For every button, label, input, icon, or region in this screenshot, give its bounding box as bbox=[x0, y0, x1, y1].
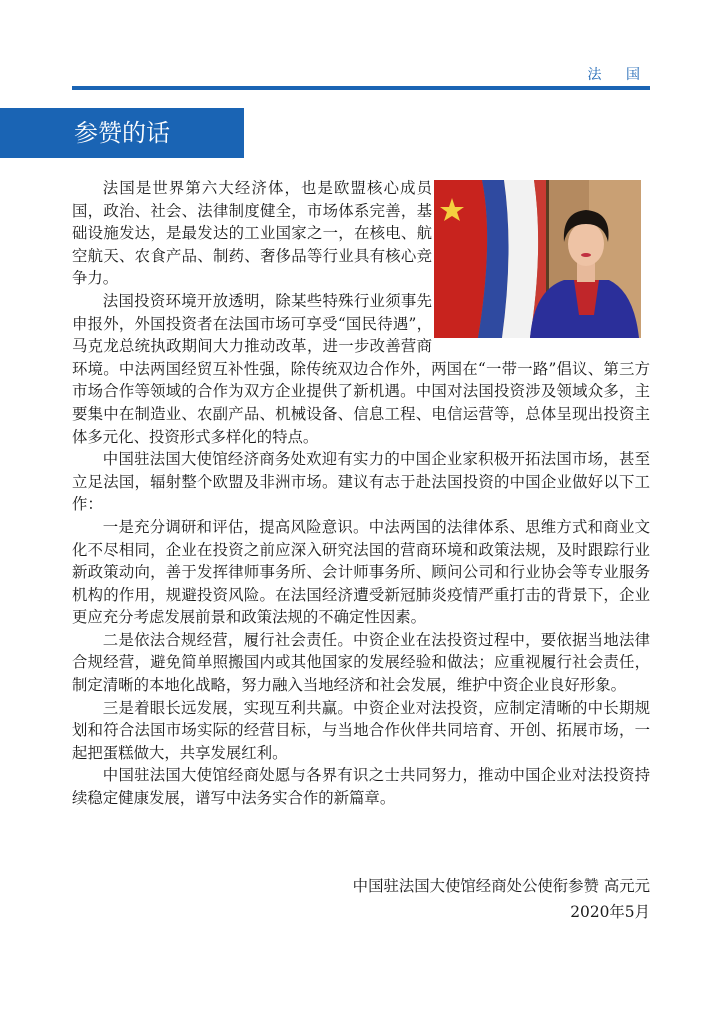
header-rule bbox=[72, 86, 650, 90]
paragraph: 中国驻法国大使馆经济商务处欢迎有实力的中国企业家积极开拓法国市场，甚至立足法国，辐射整个欧盟及非洲市场。建议有志于赴法国投资的中国企业做好以下工作： bbox=[72, 450, 650, 514]
paragraph: 中国驻法国大使馆经商处愿与各界有识之士共同努力，推动中国企业对法投资持续稳定健康发展，谱写中法务实合作的新篇章。 bbox=[72, 766, 650, 808]
paragraph: 三是着眼长远发展，实现互利共赢。中资企业对法投资，应制定清晰的中长期规划和符合法国市场实际的经营目标，与当地合作伙伴共同培育、开创、拓展市场，一起把蛋糕做大，共享发展红利。 bbox=[72, 698, 650, 762]
paragraph: 二是依法合规经营，履行社会责任。中资企业在法投资过程中，要依据当地法律合规经营，避免简单照搬国内或其他国家的发展经验和做法；应重视履行社会责任，制定清晰的本地化战略，努力融入当地经济和社会发展，维护中资企业良好形象。 bbox=[72, 630, 650, 695]
photo-spacer bbox=[432, 177, 650, 341]
signature-line: 中国驻法国大使馆经商处公使衔参赞 高元元 bbox=[352, 877, 650, 895]
paragraph: 法国投资环境开放透明，除某些特殊行业须事先申报外，外国投资者在法国市场可享受“国民待遇”，马克龙总统执政期间大力推动改革，进一步改善营商环境。中法两国经贸互补性强，除传统双边合作外，两国在“一带一路”倡议、第三方市场合作等领域的合作为双方企业提供了新机遇。中国对法国投资涉及领域众多，主要集中在制造业、农副产品、机械设备、信息工程、电信运营等，总体呈现出投资主体多元化、投资形式多样化的特点。 bbox=[72, 291, 650, 446]
country-header: 法 国 bbox=[587, 67, 650, 83]
signature-date: 2020年5月 bbox=[570, 903, 650, 921]
section-title: 参赞的话 bbox=[0, 108, 244, 158]
signature-block bbox=[353, 873, 650, 925]
paragraph: 法国是世界第六大经济体，也是欧盟核心成员国，政治、社会、法律制度健全，市场体系完善，基础设施发达，是最发达的工业国家之一，在核电、航空航天、农食产品、制药、奢侈品等行业具有核心竞争力。 bbox=[72, 179, 432, 288]
paragraph: 一是充分调研和评估，提高风险意识。中法两国的法律体系、思维方式和商业文化不尽相同，企业在投资之前应深入研究法国的营商环境和政策法规，及时跟踪行业新政策动向，善于发挥律师事务所、会计师事务所、顾问公司和行业协会等专业服务机构的作用，规避投资风险。在法国经济遭受新冠肺炎疫情严重打击的背景下，企业更应充分考虑发展前景和政策法规的不确定性因素。 bbox=[72, 517, 650, 627]
article-body bbox=[72, 177, 650, 810]
